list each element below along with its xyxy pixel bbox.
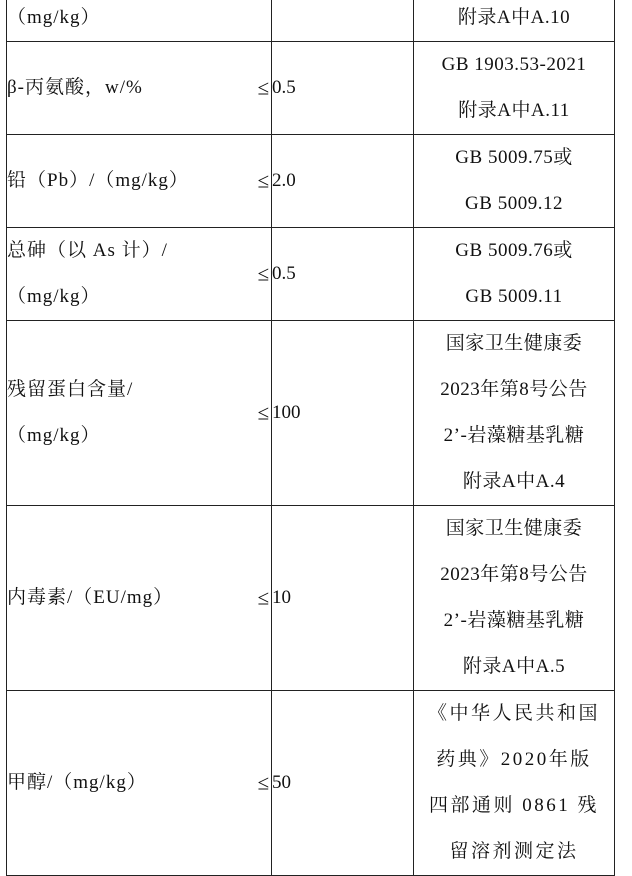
item-cell	[7, 506, 272, 691]
table-row	[7, 321, 615, 506]
less-equal-symbol: ≤	[257, 585, 269, 610]
method-text: 药典》2020年版	[436, 749, 592, 770]
method-text: 留溶剂测定法	[449, 841, 579, 862]
less-equal-symbol: ≤	[257, 168, 269, 193]
method-cell	[414, 506, 615, 691]
method-text: GB 5009.75或	[455, 147, 573, 168]
method-cell	[414, 42, 615, 135]
method-cell	[414, 135, 615, 228]
specification-table	[6, 0, 615, 876]
method-text: 2023年第8号公告	[440, 564, 588, 585]
limit-cell: 0.5	[272, 228, 414, 321]
less-equal-symbol: ≤	[257, 770, 269, 795]
method-text: 国家卫生健康委	[445, 518, 583, 539]
method-text: GB 5009.11	[465, 286, 563, 307]
method-text: 国家卫生健康委	[445, 333, 583, 354]
less-equal-symbol: ≤	[257, 261, 269, 286]
less-equal-symbol: ≤	[257, 400, 269, 425]
item-text: （mg/kg）	[7, 7, 101, 28]
method-cell	[414, 321, 615, 506]
table-row	[7, 0, 615, 42]
method-text: 附录A中A.4	[462, 471, 566, 492]
item-text: （mg/kg）	[7, 425, 101, 446]
limit-cell: 0.5	[272, 42, 414, 135]
item-cell	[7, 228, 272, 321]
method-text: GB 5009.12	[465, 193, 563, 214]
item-text: 内毒素/（EU/mg）	[7, 587, 174, 608]
method-text: 2023年第8号公告	[440, 379, 588, 400]
less-equal-symbol: ≤	[257, 75, 269, 100]
item-cell	[7, 691, 272, 876]
method-text: 附录A中A.10	[457, 7, 571, 28]
limit-cell: 100	[272, 321, 414, 506]
table-row	[7, 506, 615, 691]
item-text: 残留蛋白含量/	[7, 379, 134, 400]
method-text: 2’-岩藻糖基乳糖	[443, 425, 585, 446]
method-text: 2’-岩藻糖基乳糖	[443, 610, 585, 631]
item-text: 铅（Pb）/（mg/kg）	[7, 170, 189, 191]
method-text: 《中华人民共和国	[427, 703, 600, 724]
table-row	[7, 228, 615, 321]
method-text: GB 5009.76或	[455, 240, 573, 261]
item-cell	[7, 42, 272, 135]
item-cell	[7, 135, 272, 228]
item-text: 总砷（以 As 计）/	[7, 240, 168, 261]
table-row	[7, 42, 615, 135]
method-cell	[414, 228, 615, 321]
item-cell	[7, 321, 272, 506]
limit-cell: 10	[272, 506, 414, 691]
method-cell	[414, 0, 615, 42]
method-text: 附录A中A.11	[458, 100, 570, 121]
item-text: （mg/kg）	[7, 286, 101, 307]
item-text: 甲醇/（mg/kg）	[7, 772, 147, 793]
method-text: 附录A中A.5	[462, 656, 566, 677]
table-row	[7, 691, 615, 876]
method-text: 四部通则 0861 残	[428, 795, 599, 816]
limit-cell	[272, 0, 414, 42]
method-cell	[414, 691, 615, 876]
limit-cell: 2.0	[272, 135, 414, 228]
table-row	[7, 135, 615, 228]
item-cell	[7, 0, 272, 42]
item-text: β-丙氨酸，w/%	[7, 77, 143, 98]
limit-cell: 50	[272, 691, 414, 876]
method-text: GB 1903.53-2021	[441, 54, 587, 75]
